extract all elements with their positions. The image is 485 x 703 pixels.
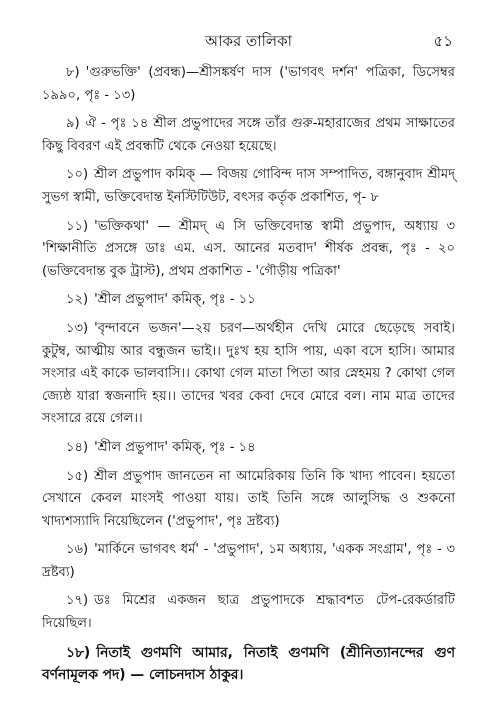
entry-text: ডঃ মিশ্রের একজন ছাত্র প্রভুপাদকে শ্রদ্ধাবশত টেপ-রেকর্ডারটি দিয়েছিল। [42,593,455,632]
reference-entry [42,437,455,460]
entry-number: ১২) [66,292,89,308]
reference-entry [42,590,455,635]
entry-number: ১৪) [66,439,89,455]
entry-text: 'শ্রীল প্রভুপাদ' কমিক্, পৃঃ - ১৪ [94,439,256,455]
entry-text: 'বৃন্দাবনে ভজন'—২য় চরণ—অর্থহীন দেখি মোরে ছেড়েছে সবাই। কুটুম্ব, আত্মীয় আর বন্ধুজন ভাই।। দুঃখ হয় হাসি পায়, একা বসে হাসি। আমার সংসার এই কাকে ভালবাসি।। কোথা গেল মাতা পিতা আর স্নেহময় ? কোথা গেল জ্যেষ্ঠ যারা স্বজনাদি হয়।। তাদের খবর কেবা দেবে মোরে বল। নাম মাত্র তাদের সংসারে রয়ে গেল।। [42,320,455,427]
page-number: ৫১ [433,32,453,50]
reference-entry [42,539,455,584]
reference-entry [42,466,455,534]
reference-entry [42,216,455,284]
reference-entry [42,113,455,158]
reference-entry [42,164,455,209]
entry-text: 'মার্কিনে ভাগবৎ ধর্ম' - 'প্রভুপাদ', ১ম অধ্যায়, 'একক সংগ্রাম', পৃঃ - ৩ দ্রষ্টব্য) [42,542,455,580]
reference-entry [42,318,455,431]
entry-text: 'গুরুভক্তি' (প্রবন্ধ)—শ্রীসঙ্কর্ষণ দাস ('ভাগবৎ দর্শন' পত্রিকা, ডিসেম্বর ১৯৯০, পৃঃ - ১৩) [42,65,455,103]
entry-text: 'ভক্তিকথা' — শ্রীমদ্ এ সি ভক্তিবেদান্ত স্বামী প্রভুপাদ, অধ্যায় ৩ 'শিক্ষানীতি প্রসঙ্গে ডাঃ এম. এস. আনের মতবাদ' শীর্ষক প্রবন্ধ, পৃঃ - ২০ (ভক্তিবেদান্ত বুক ট্রাস্ট), প্রথম প্রকাশিত - 'গৌড়ীয় পত্রিকা' [42,218,455,279]
entry-number: ১১) [66,218,89,234]
entry-text: শ্রীল প্রভুপাদ কমিক্ — বিজয় গোবিন্দ দাস সম্পাদিত, বঙ্গানুবাদ শ্রীমদ্ সুভগ স্বামী, ভক্তিবেদান্ত ইনস্টিটিউট, বৎসর কর্তৃক প্রকাশিত, পৃ- ৮ [42,167,455,205]
reference-entry [42,642,455,687]
reference-entry [42,62,455,107]
entry-text: 'শ্রীল প্রভুপাদ' কমিক্, পৃঃ - ১১ [94,292,256,308]
entry-number: ১৬) [66,542,89,558]
entry-number: ৯) [66,116,80,132]
entry-number: ১০) [66,167,89,183]
entry-number: ১৮) [66,644,91,661]
entry-text: নিতাই গুণমণি আমার, নিতাই গুণমণি (শ্রীনিত্যানন্দের গুণ বর্ণনামূলক পদ) — লোচনদাস ঠাকুর। [42,644,455,684]
running-title: আকর তালিকা [205,32,292,50]
entry-number: ৮) [66,65,80,80]
entry-number: ১৩) [66,320,89,336]
entry-text: শ্রীল প্রভুপাদ জানতেন না আমেরিকায় তিনি কি খাদ্য পাবেন। হয়তো সেখানে কেবল মাংসই পাওয়া যায়। তাই তিনি সঙ্গে আলুসিদ্ধ ও শুকনো খাদ্যশস্যাদি নিয়েছিলেন ('প্রভুপাদ', পৃঃ দ্রষ্টব্য) [42,468,455,529]
page-header [42,30,455,62]
entry-number: ১৭) [66,593,89,609]
reference-entry [42,289,455,312]
entry-text: ঐ - পৃঃ ১৪ শ্রীল প্রভুপাদের সঙ্গে তাঁর গুরু-মহারাজের প্রথম সাক্ষাতের কিছু বিবরণ এই প্রবন্ধটি থেকে নেওয়া হয়েছে। [42,116,455,154]
entry-number: ১৫) [66,468,89,484]
